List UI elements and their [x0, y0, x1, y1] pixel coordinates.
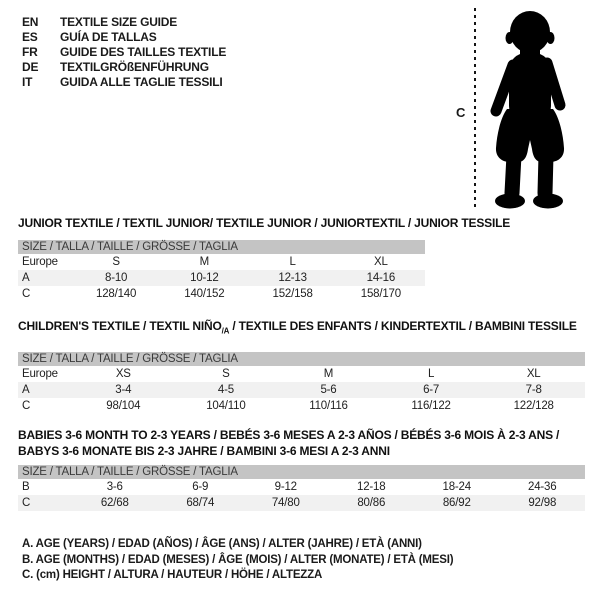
language-row-de: [22, 60, 226, 75]
row-label: A: [22, 384, 30, 397]
subscript-suffix: /A: [221, 326, 230, 336]
language-row-es: [22, 30, 226, 45]
age-cell: 8-10: [105, 272, 128, 284]
baby-silhouette-icon: [483, 5, 579, 211]
language-row-fr: [22, 45, 226, 60]
age-cell: 3-4: [115, 384, 132, 397]
babies-table-title-line1: BABIES 3-6 MONTH TO 2-3 YEARS / BEBÉS 3-6 MESES A 2-3 AÑOS / BÉBÉS 3-6 MOIS À 2-3 ANS /: [18, 428, 560, 442]
footnote-height-cm: C. (cm) HEIGHT / ALTURA / HAUTEUR / HÖHE / ALTEZZA: [22, 569, 323, 581]
row-label: C: [22, 497, 31, 509]
age-cell: 14-16: [366, 272, 396, 284]
junior-textile-table: [18, 216, 511, 302]
babies-table-title-line2: BABYS 3-6 MONATE BIS 2-3 JAHRE / BAMBINI 3-6 MESI A 2-3 ANNI: [18, 444, 390, 458]
row-label: A: [22, 272, 30, 284]
region-label: Europe: [22, 256, 58, 268]
months-row: [18, 479, 585, 495]
size-header-bar: SIZE / TALLA / TAILLE / GRÖSSE / TAGLIA: [18, 465, 585, 479]
height-row: [18, 398, 585, 414]
age-cell: 7-8: [525, 384, 542, 397]
height-cell: 116/122: [411, 400, 451, 413]
height-cell: 128/140: [96, 288, 137, 300]
height-cell: 140/152: [184, 288, 225, 300]
age-cell: 4-5: [217, 384, 234, 397]
height-cell: 104/110: [206, 400, 246, 413]
months-cell: 24-36: [528, 481, 557, 493]
months-cell: 6-9: [192, 481, 209, 493]
height-cell: 74/80: [271, 497, 300, 509]
height-cell: 122/128: [513, 400, 554, 413]
size-row: [18, 254, 425, 270]
age-row: [18, 270, 425, 286]
size-cell: L: [289, 256, 296, 268]
guide-title-es: GUÍA DE TALLAS: [60, 30, 157, 44]
row-label: C: [22, 400, 31, 413]
language-code: ES: [22, 30, 38, 44]
size-cell: M: [323, 368, 334, 381]
age-cell: 5-6: [320, 384, 337, 397]
row-label: C: [22, 288, 31, 300]
footnote-age-months: B. AGE (MONTHS) / EDAD (MESES) / ÂGE (MOIS) / ALTER (MONATE) / ETÀ (MESI): [22, 553, 454, 566]
months-cell: 3-6: [106, 481, 123, 493]
size-cell: L: [427, 368, 435, 381]
height-cell: 86/92: [442, 497, 471, 509]
height-cell: 110/116: [309, 400, 348, 413]
guide-title-en: TEXTILE SIZE GUIDE: [60, 15, 178, 29]
language-code: FR: [22, 45, 38, 59]
row-label: B: [22, 481, 30, 493]
size-row: [18, 366, 585, 382]
age-cell: 12-13: [278, 272, 307, 284]
size-header-bar: SIZE / TALLA / TAILLE / GRÖSSE / TAGLIA: [18, 240, 425, 254]
size-cell: XS: [115, 368, 131, 381]
height-cell: 62/68: [100, 497, 129, 509]
language-code: DE: [22, 60, 39, 74]
guide-title-de: TEXTILGRÖßENFÜHRUNG: [60, 60, 209, 74]
childrens-textile-table: [18, 320, 585, 414]
babies-textile-table: [18, 427, 585, 511]
age-cell: 10-12: [190, 272, 219, 284]
language-code: EN: [22, 15, 39, 29]
age-row: [18, 382, 585, 398]
language-row-en: [22, 15, 226, 30]
region-label: Europe: [22, 368, 58, 381]
footnote-age-years: A. AGE (YEARS) / EDAD (AÑOS) / ÂGE (ANS) / ALTER (JAHRE) / ETÀ (ANNI): [22, 538, 422, 550]
height-row: [18, 286, 425, 302]
height-measure-dashed-line: [474, 8, 476, 209]
height-cell: 68/74: [186, 497, 215, 509]
language-row-it: [22, 75, 226, 90]
months-cell: 12-18: [357, 481, 386, 493]
guide-title-fr: GUIDE DES TAILLES TEXTILE: [60, 45, 227, 59]
height-cell: 80/86: [357, 497, 386, 509]
months-cell: 9-12: [274, 481, 297, 493]
months-cell: 18-24: [442, 481, 471, 493]
guide-title-it: GUIDA ALLE TAGLIE TESSILI: [60, 75, 223, 89]
junior-table-title: JUNIOR TEXTILE / TEXTIL JUNIOR/ TEXTILE JUNIOR / JUNIORTEXTIL / JUNIOR TESSILE: [18, 216, 511, 230]
height-cell: 152/158: [272, 288, 313, 300]
age-cell: 6-7: [423, 384, 440, 397]
legend-footnotes: [22, 537, 453, 584]
size-cell: M: [199, 256, 210, 268]
height-cell: 92/98: [528, 497, 557, 509]
height-cell: 98/104: [106, 400, 141, 413]
size-cell: S: [222, 368, 230, 381]
size-cell: XL: [526, 368, 541, 381]
height-cell: 158/170: [360, 288, 401, 300]
height-measure-label: C: [456, 105, 466, 120]
size-cell: S: [112, 256, 120, 268]
language-code: IT: [22, 75, 33, 89]
childrens-table-title: CHILDREN'S TEXTILE / TEXTIL $NIÑO_{/A}$ / TEXTILE DES ENFANTS / KINDERTEXTIL / BAMBINI TESSILE: [18, 319, 577, 336]
language-title-list: [22, 15, 226, 90]
height-row: [18, 495, 585, 511]
size-header-bar: SIZE / TALLA / TAILLE / GRÖSSE / TAGLIA: [18, 352, 585, 366]
size-cell: XL: [374, 256, 388, 268]
